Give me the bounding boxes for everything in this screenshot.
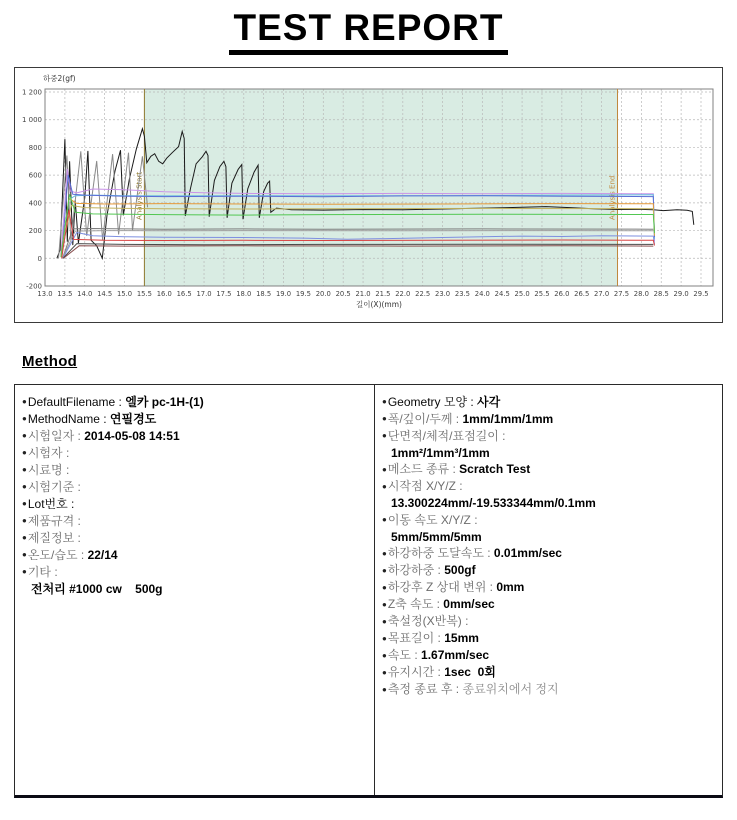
method-item (382, 630, 718, 647)
method-column-right (374, 385, 722, 795)
method-heading: Method (22, 352, 78, 370)
method-item-label: Lot번호 : (27, 496, 75, 511)
marker-label-1: Analysis End (608, 175, 617, 220)
y-tick-label: 1 000 (21, 115, 42, 124)
y-tick-label: 1 200 (21, 88, 42, 97)
bullet-icon: ● (382, 397, 387, 407)
method-item-label: 온도/습도 : (27, 547, 88, 562)
method-item-label: 하강하중 : (387, 563, 445, 578)
method-item (22, 479, 370, 496)
method-item-value: 사각 (477, 394, 501, 409)
method-item-label: 하강후 Z 상대 변위 : (387, 580, 497, 595)
method-item-value: 2014-05-08 14:51 (84, 428, 180, 443)
method-item (22, 564, 370, 581)
x-tick-label: 16.5 (176, 289, 192, 298)
method-item (382, 512, 718, 529)
method-table (14, 384, 723, 798)
method-item-label: 이동 속도 X/Y/Z : (387, 512, 478, 527)
method-item-value: 종료위치에서 정지 (462, 682, 559, 697)
bullet-icon: ● (22, 516, 27, 526)
method-item-label: 목표길이 : (387, 631, 445, 646)
method-item-label: DefaultFilename : (27, 394, 126, 409)
x-tick-label: 19.5 (295, 289, 311, 298)
bullet-icon: ● (22, 448, 27, 458)
x-tick-label: 25.0 (514, 289, 530, 298)
method-item-label: Geometry 모양 : (387, 394, 478, 409)
bullet-icon: ● (382, 633, 387, 643)
x-tick-label: 15.0 (116, 289, 133, 298)
method-item (382, 394, 718, 411)
chart-panel (14, 67, 723, 323)
bullet-icon: ● (382, 548, 387, 558)
x-tick-label: 23.5 (454, 289, 471, 298)
method-item-value: 15mm (444, 631, 479, 646)
method-item-label: 시험자 : (27, 445, 70, 460)
x-tick-label: 29.0 (673, 289, 689, 298)
method-continuation-line: 5mm/5mm/5mm (391, 529, 482, 544)
method-item (382, 596, 718, 613)
method-item-label: 시작점 X/Y/Z : (387, 479, 463, 494)
bullet-icon: ● (22, 533, 27, 543)
method-continuation-line: 1mm²/1mm³/1mm (391, 445, 490, 460)
method-item-label: 시험일자 : (27, 428, 85, 443)
method-item-label: 메소드 종류 : (387, 462, 460, 477)
method-item (382, 411, 718, 428)
bullet-icon: ● (382, 565, 387, 575)
method-item-label: 속도 : (387, 648, 422, 663)
method-item-label: 폭/깊이/두께 : (387, 411, 463, 426)
x-tick-label: 20.0 (315, 289, 331, 298)
method-item-label: 시료명 : (27, 462, 70, 477)
bullet-icon: ● (382, 650, 387, 660)
method-item (382, 681, 718, 698)
method-item (382, 428, 718, 445)
bullet-icon: ● (22, 431, 27, 441)
method-item-value: 0mm/sec (443, 597, 495, 612)
x-tick-label: 17.5 (216, 289, 232, 298)
method-item (22, 513, 370, 530)
x-tick-label: 21.0 (355, 289, 371, 298)
y-tick-label: 600 (28, 171, 42, 180)
x-tick-label: 28.0 (633, 289, 649, 298)
x-tick-label: 18.0 (236, 289, 252, 298)
x-tick-label: 13.0 (37, 289, 53, 298)
bullet-icon: ● (22, 414, 27, 424)
x-tick-label: 26.5 (574, 289, 590, 298)
y-tick-label: 0 (37, 254, 42, 263)
x-tick-label: 28.5 (653, 289, 669, 298)
method-item-value: 1sec 0회 (444, 665, 496, 680)
x-tick-label: 24.5 (494, 289, 510, 298)
method-item-label: 유지시간 : (387, 665, 445, 680)
x-tick-label: 27.0 (594, 289, 610, 298)
method-item-value: 1mm/1mm/1mm (462, 411, 554, 426)
x-tick-label: 19.0 (275, 289, 292, 298)
bullet-icon: ● (382, 481, 387, 491)
method-item (22, 547, 370, 564)
method-item-label: 측정 종료 후 : (387, 682, 463, 697)
marker-label-0: Analysis Start (135, 171, 144, 220)
method-item (22, 394, 370, 411)
x-tick-label: 24.0 (474, 289, 490, 298)
method-continuation-line: 13.300224mm/-19.533344mm/0.1mm (391, 496, 596, 511)
method-item (22, 496, 370, 513)
x-tick-label: 21.5 (375, 289, 391, 298)
bullet-icon: ● (22, 482, 27, 492)
x-tick-label: 20.5 (335, 289, 351, 298)
method-item (22, 411, 370, 428)
bullet-icon: ● (22, 550, 27, 560)
y-tick-label: 400 (28, 199, 42, 208)
method-item-value: 1.67mm/sec (421, 648, 490, 663)
bullet-icon: ● (22, 397, 27, 407)
x-tick-label: 27.5 (613, 289, 630, 298)
method-item-label: MethodName : (27, 411, 110, 426)
page-title: TEST REPORT (229, 8, 507, 55)
x-tick-label: 15.5 (136, 289, 152, 298)
bullet-icon: ● (382, 431, 387, 441)
method-item (22, 428, 370, 445)
method-item-label: 제품규격 : (27, 513, 81, 528)
method-item-value: Scratch Test (459, 462, 531, 477)
y-tick-label: 800 (28, 143, 42, 152)
x-tick-label: 25.5 (534, 289, 550, 298)
method-item (382, 613, 718, 630)
method-item-value: 22/14 (87, 547, 118, 562)
x-tick-label: 14.0 (77, 289, 93, 298)
y-axis-title: 하중2(gf) (43, 73, 76, 83)
method-item-value: 엘카 pc-1H-(1) (125, 394, 204, 409)
bullet-icon: ● (22, 499, 27, 509)
bullet-icon: ● (382, 515, 387, 525)
bullet-icon: ● (22, 465, 27, 475)
method-item-value: 0mm (496, 580, 525, 595)
method-continuation-line: 전처리 #1000 cw 500g (31, 581, 163, 596)
bullet-icon: ● (382, 667, 387, 677)
y-tick-label: -200 (26, 282, 42, 291)
method-column-left (15, 385, 374, 795)
bullet-icon: ● (22, 567, 27, 577)
method-item-label: 제질정보 : (27, 530, 81, 545)
analysis-region-highlight (144, 89, 617, 286)
method-item (382, 562, 718, 579)
method-item-value: 500gf (444, 563, 476, 578)
bullet-icon: ● (382, 464, 387, 474)
method-item (382, 664, 718, 681)
scratch-test-chart (15, 68, 722, 320)
x-tick-label: 29.5 (693, 289, 709, 298)
bullet-icon: ● (382, 684, 387, 694)
report-header (0, 8, 737, 55)
bullet-icon: ● (382, 599, 387, 609)
x-tick-label: 17.0 (196, 289, 212, 298)
method-item-label: 단면적/체적/표점길이 : (387, 428, 506, 443)
x-tick-label: 22.0 (395, 289, 411, 298)
method-item-value: 0.01mm/sec (493, 546, 562, 561)
method-item (22, 462, 370, 479)
bullet-icon: ● (382, 414, 387, 424)
x-tick-label: 23.0 (435, 289, 451, 298)
x-tick-label: 14.5 (97, 289, 113, 298)
x-axis-title: 길이(X)(mm) (356, 299, 402, 309)
x-tick-label: 22.5 (415, 289, 431, 298)
bullet-icon: ● (382, 582, 387, 592)
method-item-label: 축설정(X반복) : (387, 614, 469, 629)
method-item (22, 445, 370, 462)
x-tick-label: 13.5 (57, 289, 73, 298)
method-item-label: 기타 : (27, 564, 58, 579)
method-item (382, 461, 718, 478)
method-item (382, 545, 718, 562)
method-item-label: 시험기준 : (27, 479, 81, 494)
x-tick-label: 18.5 (256, 289, 272, 298)
method-item-value: 연필경도 (109, 411, 157, 426)
method-item (382, 647, 718, 664)
method-item (382, 478, 718, 495)
x-tick-label: 26.0 (554, 289, 570, 298)
x-tick-label: 16.0 (156, 289, 172, 298)
method-item (22, 530, 370, 547)
method-item-label: 하강하중 도달속도 : (387, 546, 494, 561)
method-item-label: Z축 속도 : (387, 597, 444, 612)
method-item (382, 579, 718, 596)
bullet-icon: ● (382, 616, 387, 626)
y-tick-label: 200 (28, 226, 42, 235)
